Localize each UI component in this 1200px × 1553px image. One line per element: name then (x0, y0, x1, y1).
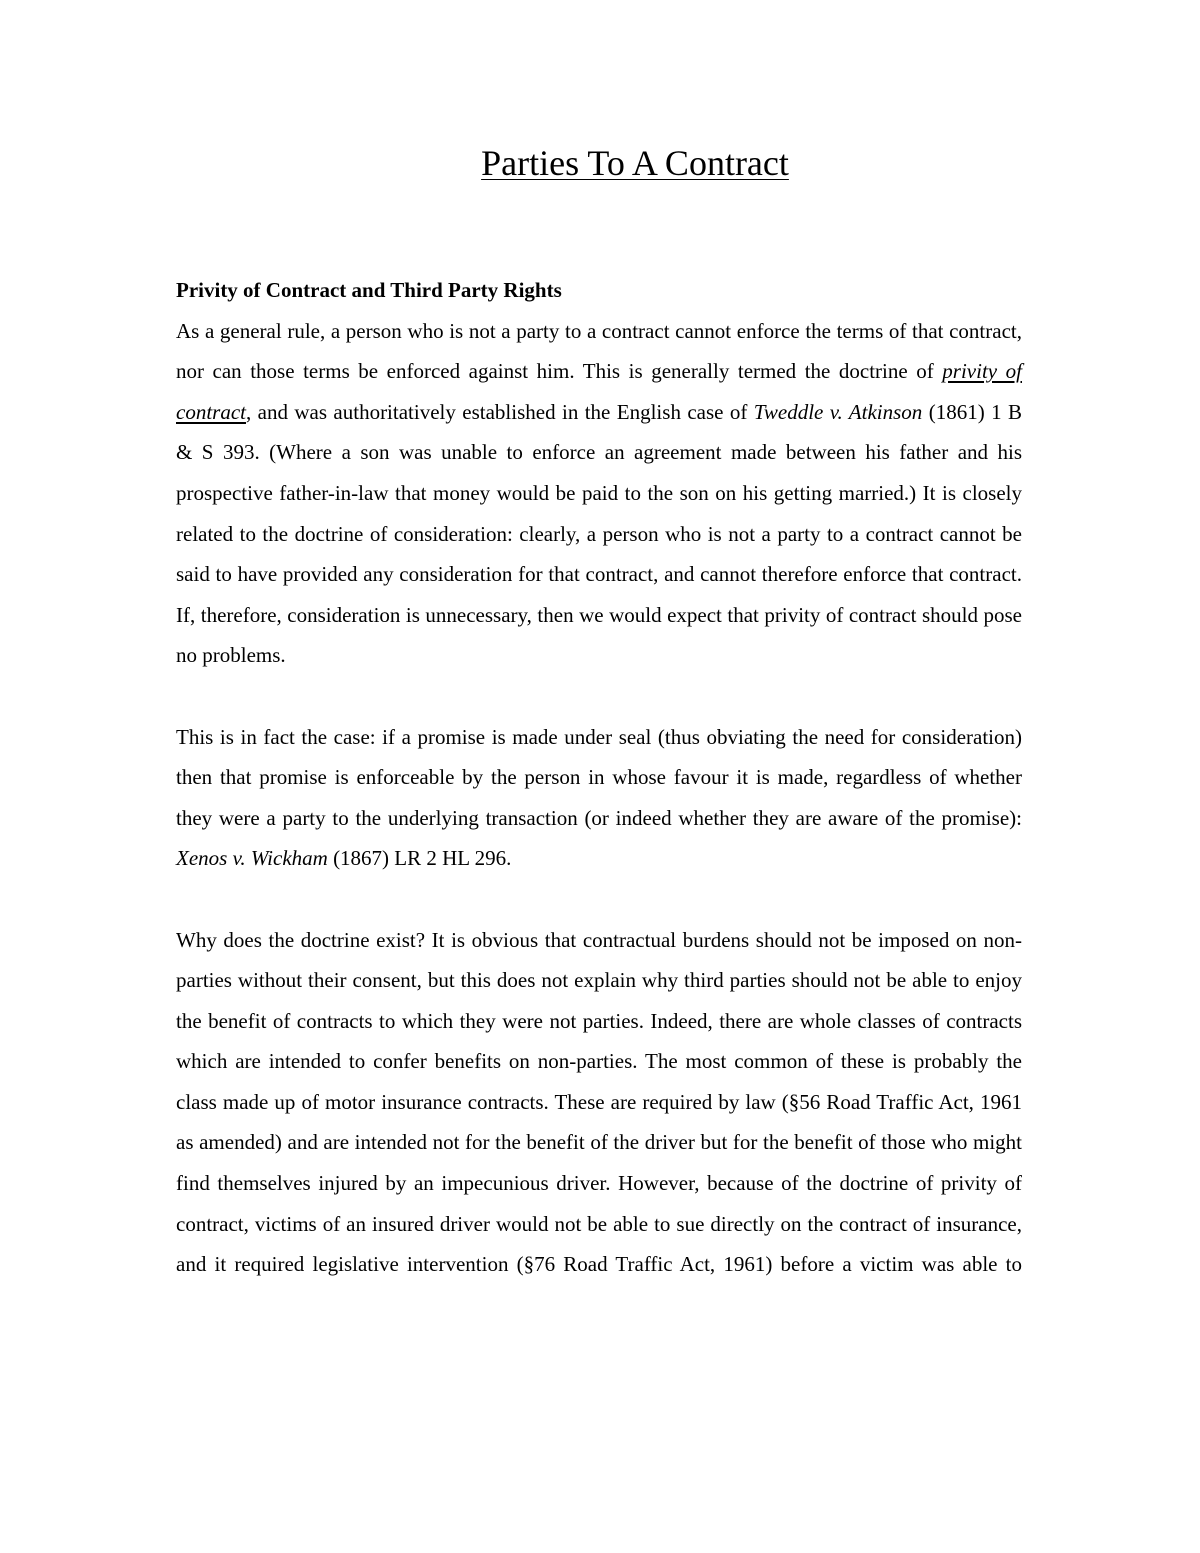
paragraph-text: (1861) 1 B & S 393. (Where a son was unable to enforce an agreement made between his father and his prospective father-in-law that money would be paid to the son on his getting married.) It is closely related to the doctrine of consideration: clearly, a person who is not a party to a contract cannot be said to have provided any consideration for that contract, and cannot therefore enforce that contract. If, therefore, consideration is unnecessary, then we would expect that privity of contract should pose no problems. (176, 399, 1022, 668)
case-citation-xenos: Xenos v. Wickham (176, 846, 328, 871)
paragraph-why-doctrine: Why does the doctrine exist? It is obvious that contractual burdens should not be imposed on non-parties without their consent, but this does not explain why third parties should not be able to enjoy the benefit of contracts to which they were not parties. Indeed, there are whole classes of contracts which are intended to confer benefits on non-parties. The most common of these is probably the class made up of motor insurance contracts. These are required by law (§56 Road Traffic Act, 1961 as amended) and are intended not for the benefit of the driver but for the benefit of those who might find themselves injured by an impecunious driver. However, because of the doctrine of privity of contract, victims of an insured driver would not be able to sue directly on the contract of insurance, and it required legislative intervention (§76 Road Traffic Act, 1961) before a victim was able to (176, 927, 1022, 1277)
document-body (176, 270, 1022, 1285)
paragraph-privity-rule (176, 311, 1022, 676)
document-title: Parties To A Contract (481, 143, 789, 183)
paragraph-seal-promise (176, 717, 1022, 879)
paragraph-text: This is in fact the case: if a promise is made under seal (thus obviating the need for consideration) then that promise is enforceable by the person in whose favour it is made, regardless of whether they were a party to the underlying transaction (or indeed whether they are aware of the promise): (176, 724, 1022, 830)
paragraph-text: , and was authoritatively established in the English case of (245, 399, 754, 424)
emphasis-privity-of-contract: privity of contract (176, 359, 1022, 424)
case-citation-tweddle: Tweddle v. Atkinson (753, 399, 923, 424)
paragraph-text: (1867) LR 2 HL 296. (327, 846, 512, 871)
section-heading: Privity of Contract and Third Party Rights (176, 278, 562, 302)
paragraph-text: As a general rule, a person who is not a party to a contract cannot enforce the terms of that contract, nor can those terms be enforced against him. This is generally termed the doctrine of (176, 318, 1022, 384)
